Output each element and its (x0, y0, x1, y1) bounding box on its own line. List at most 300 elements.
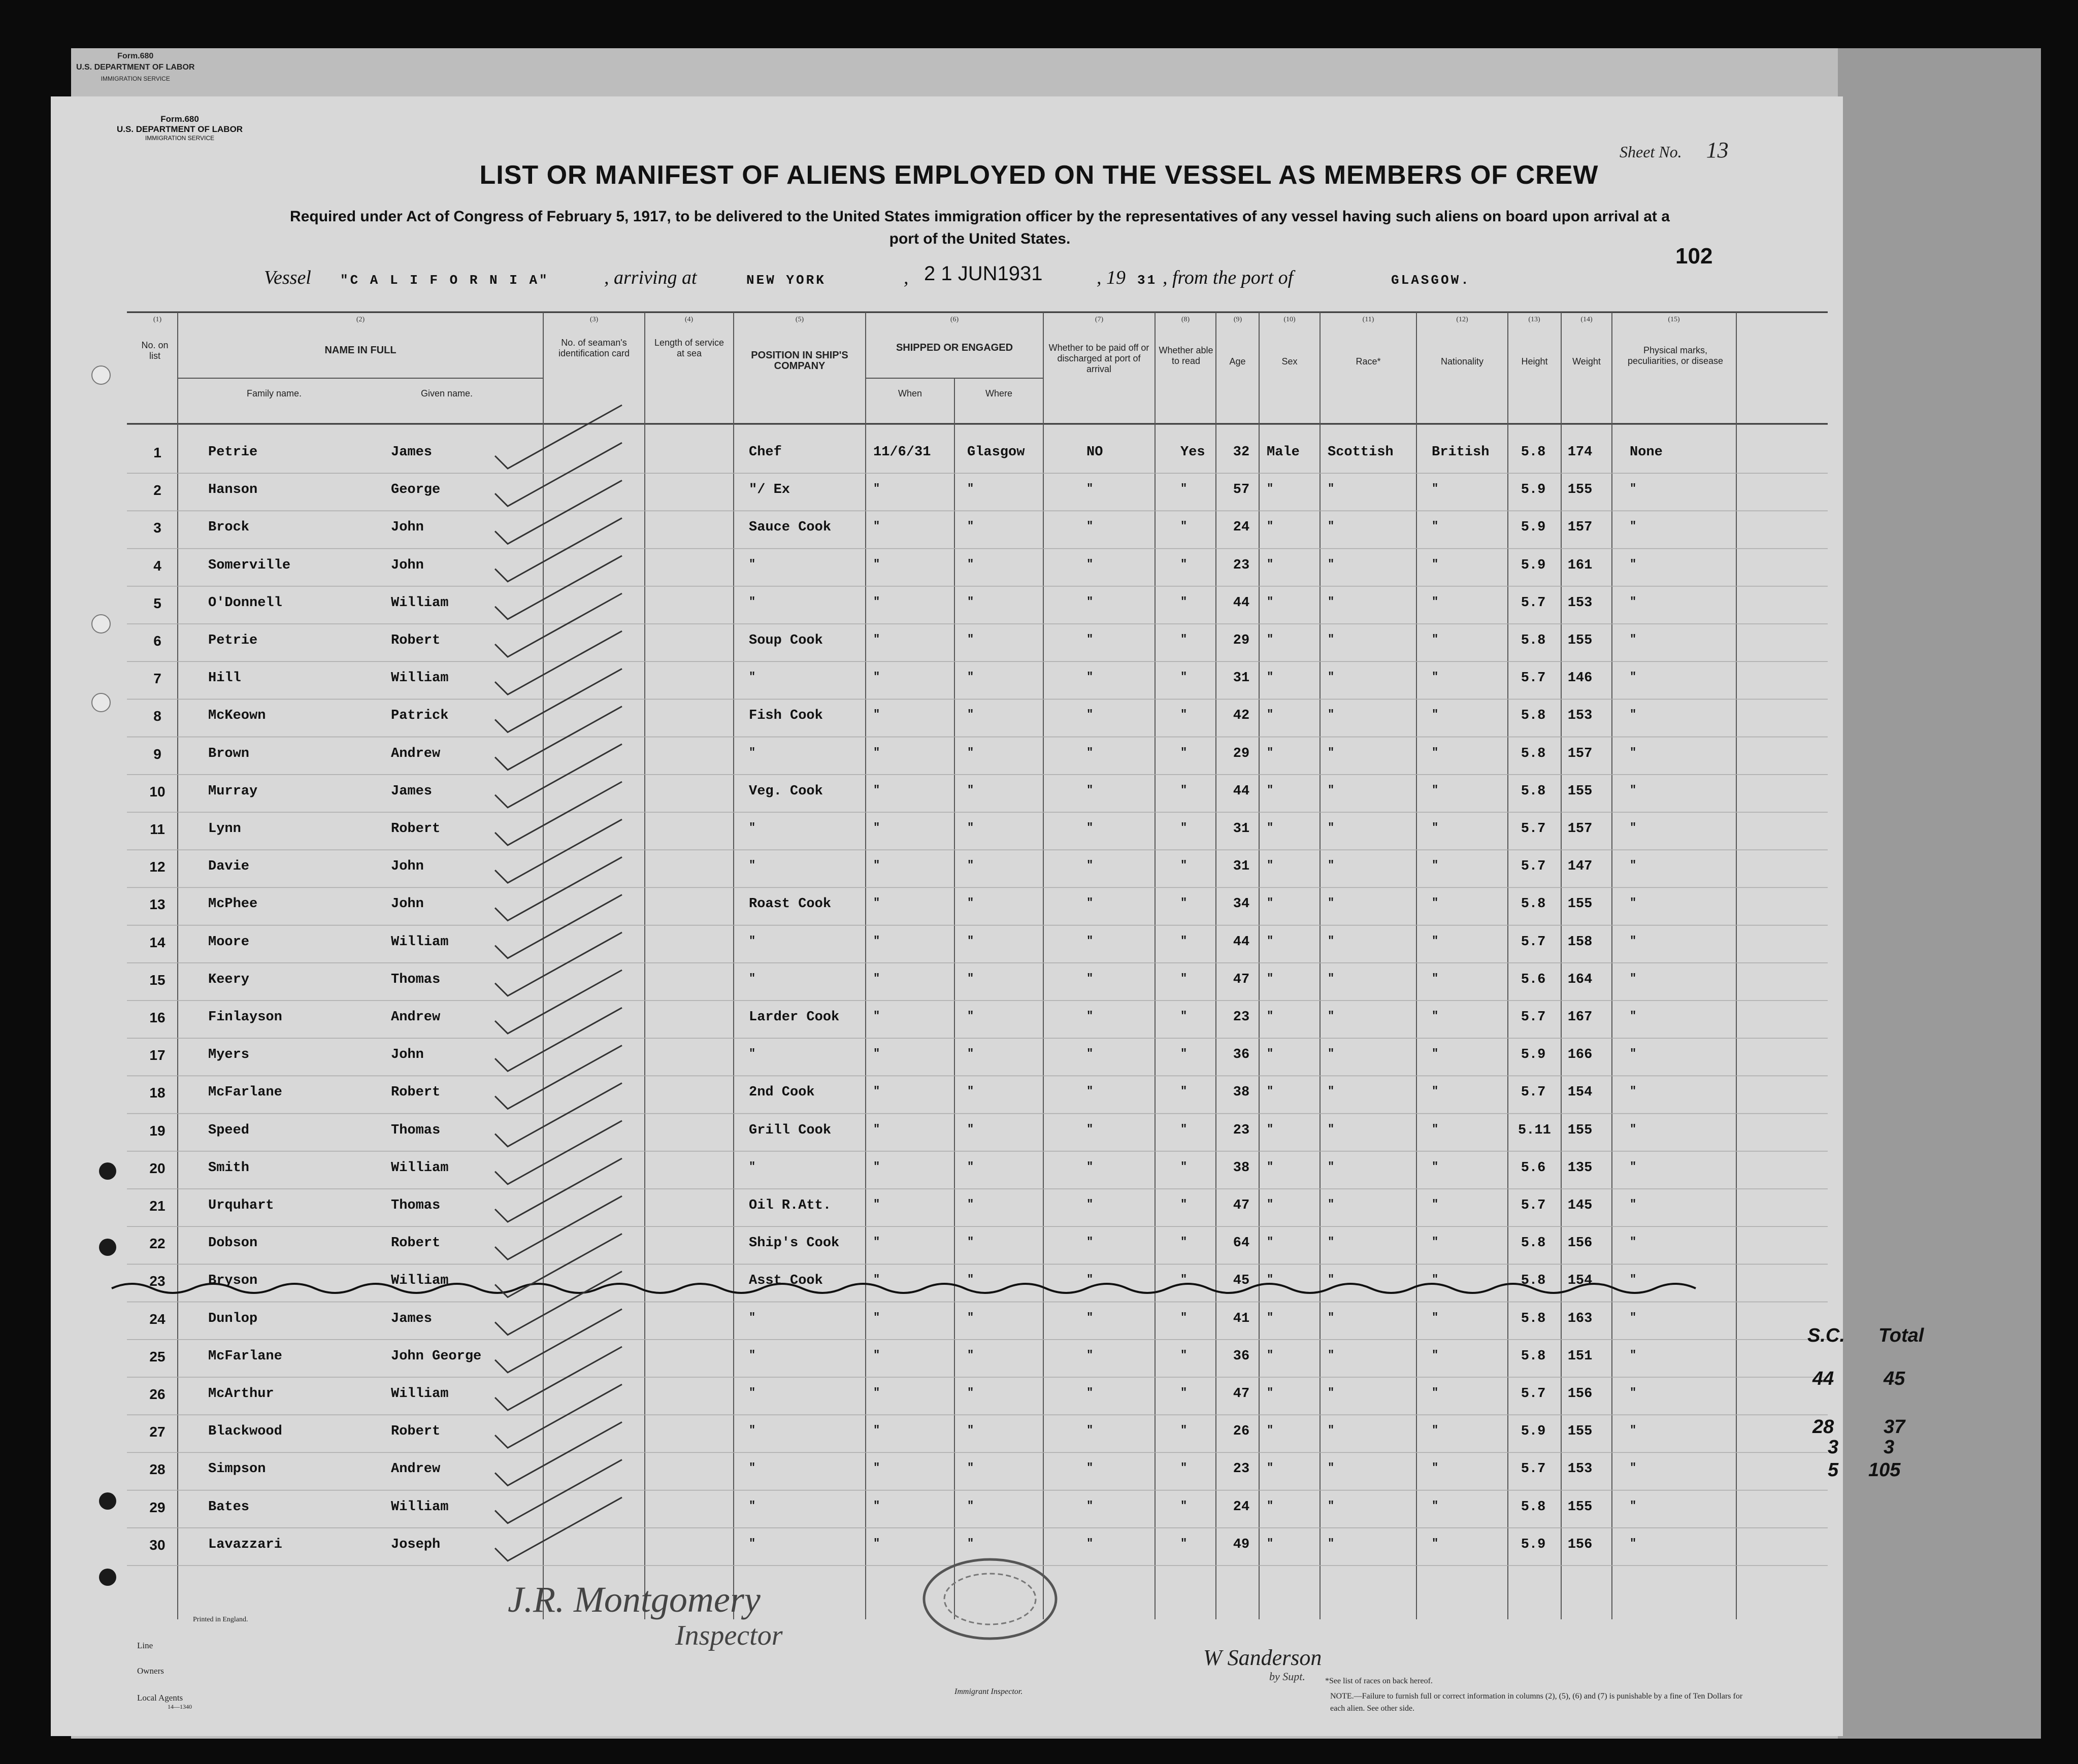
cell-weight: 158 (1567, 934, 1593, 950)
cell-weight: 166 (1567, 1047, 1593, 1063)
cell-physical-marks: " (1630, 1499, 1637, 1512)
table-row (0, 1340, 2078, 1376)
cell-shipped-where: " (967, 1499, 974, 1512)
cell-given-name: William (391, 1499, 449, 1515)
cell-able-to-read: " (1180, 1160, 1188, 1173)
cell-height: 5.8 (1521, 708, 1546, 724)
cell-age: 31 (1233, 671, 1250, 686)
header-where: Where (985, 388, 1012, 398)
cell-weight: 155 (1567, 783, 1593, 799)
cell-shipped-where: " (967, 1348, 974, 1361)
cell-able-to-read: " (1180, 746, 1188, 759)
cell-weight: 164 (1567, 972, 1593, 987)
cell-shipped-where: " (967, 557, 974, 571)
cell-given-name: Thomas (391, 1198, 441, 1213)
date-stamp: 2 1 JUN1931 (924, 262, 1043, 285)
cell-able-to-read: " (1180, 972, 1188, 985)
cell-given-name: Andrew (391, 1010, 441, 1025)
cell-nationality: " (1432, 783, 1439, 796)
col-num-3: (3) (589, 316, 599, 323)
cell-paid-off: " (1086, 708, 1094, 721)
cell-position: Asst Cook (749, 1273, 823, 1289)
cell-able-to-read: " (1180, 520, 1188, 533)
table-row (0, 925, 2078, 962)
cell-nationality: " (1432, 1085, 1439, 1098)
tally-header-total: Total (1878, 1325, 1924, 1346)
back-department: U.S. DEPARTMENT OF LABOR (76, 63, 195, 72)
cell-nationality: British (1432, 445, 1490, 460)
cell-shipped-when: " (873, 520, 880, 533)
cell-position: Fish Cook (749, 708, 823, 724)
cell-paid-off: " (1086, 595, 1094, 608)
cell-physical-marks: " (1630, 671, 1637, 684)
cell-race: " (1328, 708, 1335, 721)
cell-row-number: 10 (149, 783, 166, 800)
cell-given-name: Robert (391, 633, 441, 648)
cell-paid-off: " (1086, 482, 1094, 495)
cell-race: " (1328, 1386, 1335, 1399)
cell-able-to-read: " (1180, 1236, 1188, 1249)
cell-race: " (1328, 1348, 1335, 1361)
cell-height: 5.8 (1521, 1236, 1546, 1251)
cell-age: 41 (1233, 1311, 1250, 1326)
cell-sex: " (1267, 783, 1274, 796)
cell-race: " (1328, 671, 1335, 684)
cell-age: 24 (1233, 520, 1250, 536)
cell-age: 26 (1233, 1424, 1250, 1440)
cell-physical-marks: " (1630, 1085, 1637, 1098)
table-row (0, 1001, 2078, 1037)
cell-row-number: 28 (149, 1461, 166, 1478)
cell-paid-off: " (1086, 557, 1094, 571)
inspector-title: Inspector (675, 1620, 783, 1651)
arriving-label: , arriving at (604, 267, 697, 288)
cell-shipped-where: " (967, 1386, 974, 1399)
cell-weight: 163 (1567, 1311, 1593, 1326)
cell-physical-marks: " (1630, 1311, 1637, 1324)
cell-shipped-where: " (967, 1273, 974, 1286)
cell-nationality: " (1432, 1198, 1439, 1211)
cell-shipped-when: " (873, 1348, 880, 1361)
table-row (0, 737, 2078, 774)
cell-position: Sauce Cook (749, 520, 832, 536)
cell-shipped-where: " (967, 1236, 974, 1249)
cell-paid-off: " (1086, 859, 1094, 872)
cell-age: 44 (1233, 934, 1250, 950)
cell-given-name: William (391, 671, 449, 686)
cell-height: 5.7 (1521, 1386, 1546, 1402)
table-row (0, 586, 2078, 623)
year-suffix: 31 (1137, 273, 1158, 288)
cell-family-name: Brock (208, 520, 250, 536)
cell-row-number: 1 (153, 445, 161, 460)
cell-shipped-where: " (967, 1311, 974, 1324)
tally-r2b: 37 (1884, 1416, 1905, 1438)
back-form-number: Form.680 (117, 52, 154, 60)
cell-position: " (749, 557, 756, 571)
cell-shipped-when: " (873, 1122, 880, 1136)
cell-race: " (1328, 1085, 1335, 1098)
cell-physical-marks: " (1630, 1424, 1637, 1437)
cell-family-name: Urquhart (208, 1198, 274, 1213)
cell-race: " (1328, 1273, 1335, 1286)
cell-row-number: 14 (149, 934, 166, 950)
table-row (0, 1302, 2078, 1339)
cell-nationality: " (1432, 595, 1439, 608)
cell-height: 5.7 (1521, 859, 1546, 875)
table-row (0, 1264, 2078, 1301)
cell-nationality: " (1432, 482, 1439, 495)
cell-able-to-read: " (1180, 783, 1188, 796)
cell-physical-marks: " (1630, 934, 1637, 947)
cell-age: 49 (1233, 1537, 1250, 1552)
cell-age: 29 (1233, 746, 1250, 761)
cell-nationality: " (1432, 1386, 1439, 1399)
cell-shipped-when: " (873, 859, 880, 872)
cell-sex: " (1267, 520, 1274, 533)
cell-height: 5.7 (1521, 821, 1546, 837)
cell-weight: 155 (1567, 1424, 1593, 1440)
cell-family-name: Davie (208, 859, 250, 875)
cell-height: 5.7 (1521, 1085, 1546, 1101)
cell-shipped-where: " (967, 1160, 974, 1173)
cell-able-to-read: " (1180, 1273, 1188, 1286)
cell-family-name: Petrie (208, 633, 258, 648)
cell-height: 5.8 (1521, 1273, 1546, 1289)
cell-race: " (1328, 1537, 1335, 1550)
cell-position: " (749, 1311, 756, 1324)
cell-position: " (749, 859, 756, 872)
cell-nationality: " (1432, 1010, 1439, 1022)
immigrant-inspector-label: Immigrant Inspector. (954, 1687, 1023, 1696)
cell-weight: 154 (1567, 1085, 1593, 1101)
header-height: Height (1521, 356, 1548, 367)
cell-able-to-read: " (1180, 633, 1188, 646)
cell-sex: " (1267, 1273, 1274, 1286)
cell-weight: 167 (1567, 1010, 1593, 1025)
cell-weight: 155 (1567, 1122, 1593, 1138)
cell-position: " (749, 671, 756, 684)
cell-paid-off: " (1086, 1273, 1094, 1286)
cell-row-number: 24 (149, 1311, 166, 1327)
year-prefix: , 19 (1097, 267, 1126, 288)
cell-physical-marks: " (1630, 1160, 1637, 1173)
cell-family-name: McFarlane (208, 1085, 282, 1101)
cell-race: " (1328, 859, 1335, 872)
cell-paid-off: " (1086, 1537, 1094, 1550)
cell-physical-marks: " (1630, 1047, 1637, 1060)
cell-nationality: " (1432, 1461, 1439, 1475)
cell-sex: " (1267, 1047, 1274, 1060)
cell-row-number: 18 (149, 1085, 166, 1101)
cell-shipped-where: " (967, 1047, 974, 1060)
table-row (0, 1415, 2078, 1451)
cell-position: " (749, 934, 756, 947)
header-nationality: Nationality (1440, 356, 1484, 367)
cell-sex: " (1267, 859, 1274, 872)
cell-physical-marks: " (1630, 1386, 1637, 1399)
cell-row-number: 9 (153, 746, 161, 762)
cell-nationality: " (1432, 1160, 1439, 1173)
cell-height: 5.8 (1521, 783, 1546, 799)
cell-physical-marks: " (1630, 1273, 1637, 1286)
cell-paid-off: " (1086, 1386, 1094, 1399)
cell-shipped-where: " (967, 934, 974, 947)
cell-age: 44 (1233, 783, 1250, 799)
header-weight: Weight (1572, 356, 1601, 367)
cell-height: 5.8 (1521, 896, 1546, 912)
cell-shipped-where: " (967, 708, 974, 721)
cell-age: 29 (1233, 633, 1250, 648)
cell-shipped-where: " (967, 1537, 974, 1550)
cell-family-name: Murray (208, 783, 258, 799)
from-label: , from the port of (1163, 267, 1294, 288)
cell-sex: " (1267, 1085, 1274, 1098)
tally-r3b: 3 (1884, 1437, 1895, 1458)
cell-race: " (1328, 1236, 1335, 1249)
cell-height: 5.8 (1521, 1348, 1546, 1364)
cell-paid-off: " (1086, 896, 1094, 910)
col-num-4: (4) (684, 316, 694, 323)
cell-race: " (1328, 520, 1335, 533)
cell-physical-marks: " (1630, 557, 1637, 571)
service: IMMIGRATION SERVICE (145, 135, 215, 142)
cell-sex: " (1267, 633, 1274, 646)
cell-age: 45 (1233, 1273, 1250, 1289)
tally-r1a: 44 (1812, 1368, 1834, 1389)
header-sex: Sex (1281, 356, 1298, 367)
cell-nationality: " (1432, 934, 1439, 947)
cell-nationality: " (1432, 708, 1439, 721)
col-num-6: (6) (950, 316, 959, 323)
cell-shipped-when: " (873, 896, 880, 910)
cell-family-name: Lynn (208, 821, 241, 837)
cell-shipped-when: " (873, 1047, 880, 1060)
cell-physical-marks: " (1630, 783, 1637, 796)
cell-able-to-read: " (1180, 482, 1188, 495)
cell-weight: 147 (1567, 859, 1593, 875)
cell-sex: " (1267, 896, 1274, 910)
page-title: LIST OR MANIFEST OF ALIENS EMPLOYED ON THE VESSEL AS MEMBERS OF CREW (479, 160, 1599, 190)
cell-able-to-read: " (1180, 859, 1188, 872)
cell-nationality: " (1432, 896, 1439, 910)
sanderson-title: by Supt. (1269, 1670, 1305, 1683)
cell-race: " (1328, 1198, 1335, 1211)
cell-position: " (749, 746, 756, 759)
cell-shipped-where: " (967, 859, 974, 872)
header-name-in-full: NAME IN FULL (324, 345, 397, 356)
table-row (0, 511, 2078, 547)
cell-age: 24 (1233, 1499, 1250, 1515)
cell-age: 64 (1233, 1236, 1250, 1251)
header-family-name: Family name. (246, 388, 302, 398)
cell-nationality: " (1432, 1122, 1439, 1136)
cell-row-number: 12 (149, 859, 166, 875)
cell-position: 2nd Cook (749, 1085, 815, 1101)
cell-physical-marks: " (1630, 633, 1637, 646)
cell-age: 38 (1233, 1160, 1250, 1176)
cell-weight: 157 (1567, 520, 1593, 536)
sheet-number-value: 13 (1706, 138, 1729, 162)
cell-shipped-where: " (967, 821, 974, 834)
vessel-name: "C A L I F O R N I A" (340, 273, 549, 288)
cell-sex: " (1267, 1499, 1274, 1512)
cell-given-name: William (391, 1160, 449, 1176)
cell-given-name: James (391, 1311, 433, 1326)
cell-able-to-read: " (1180, 1047, 1188, 1060)
col-num-10: (10) (1283, 316, 1296, 323)
col-num-2: (2) (356, 316, 365, 323)
races-note: *See list of races on back hereof. (1325, 1677, 1433, 1685)
cell-paid-off: " (1086, 1010, 1094, 1022)
cell-height: 5.7 (1521, 671, 1546, 686)
cell-age: 47 (1233, 1386, 1250, 1402)
cell-weight: 155 (1567, 633, 1593, 648)
cell-sex: " (1267, 1198, 1274, 1211)
arriving-port: NEW YORK (746, 273, 826, 288)
cell-age: 23 (1233, 1010, 1250, 1025)
cell-position: " (749, 972, 756, 985)
sanderson-signature: W Sanderson (1203, 1645, 1322, 1670)
cell-family-name: Speed (208, 1122, 250, 1138)
cell-given-name: Andrew (391, 746, 441, 761)
cell-given-name: Thomas (391, 972, 441, 987)
cell-height: 5.8 (1521, 1499, 1546, 1515)
cell-position: Soup Cook (749, 633, 823, 648)
cell-shipped-when: " (873, 1198, 880, 1211)
cell-physical-marks: " (1630, 1461, 1637, 1475)
cell-shipped-when: " (873, 671, 880, 684)
cell-sex: " (1267, 671, 1274, 684)
cell-row-number: 17 (149, 1047, 166, 1063)
cell-race: " (1328, 1461, 1335, 1475)
cell-race: " (1328, 1010, 1335, 1022)
vessel-label: Vessel (264, 267, 311, 288)
cell-nationality: " (1432, 671, 1439, 684)
cell-shipped-where: " (967, 482, 974, 495)
cell-row-number: 4 (153, 557, 161, 574)
cell-weight: 156 (1567, 1537, 1593, 1552)
back-service: IMMIGRATION SERVICE (101, 75, 170, 82)
cell-row-number: 25 (149, 1348, 166, 1364)
cell-able-to-read: " (1180, 1499, 1188, 1512)
cell-height: 5.8 (1521, 445, 1546, 460)
cell-able-to-read: " (1180, 1010, 1188, 1022)
line-label: Line (137, 1641, 153, 1650)
cell-race: " (1328, 557, 1335, 571)
cell-row-number: 13 (149, 896, 166, 913)
header-no-on-list: No. on list (141, 340, 169, 361)
cell-position: " (749, 1424, 756, 1437)
cell-family-name: Simpson (208, 1461, 266, 1477)
cell-able-to-read: " (1180, 708, 1188, 721)
cell-row-number: 7 (153, 671, 161, 687)
cell-row-number: 23 (149, 1273, 166, 1289)
col-num-1: (1) (153, 316, 162, 323)
table-row (0, 1490, 2078, 1527)
cell-able-to-read: " (1180, 671, 1188, 684)
cell-race: " (1328, 482, 1335, 495)
cell-row-number: 21 (149, 1198, 166, 1214)
cell-nationality: " (1432, 1273, 1439, 1286)
cell-family-name: Smith (208, 1160, 250, 1176)
cell-position: " (749, 1461, 756, 1475)
cell-paid-off: " (1086, 1122, 1094, 1136)
cell-weight: 174 (1567, 445, 1593, 460)
tally-r4a: 5 (1828, 1459, 1839, 1481)
cell-shipped-where: " (967, 746, 974, 759)
cell-height: 5.9 (1521, 1424, 1546, 1440)
cell-paid-off: " (1086, 1311, 1094, 1324)
cell-able-to-read: " (1180, 1198, 1188, 1211)
cell-given-name: John George (391, 1348, 482, 1364)
cell-paid-off: " (1086, 746, 1094, 759)
cell-weight: 156 (1567, 1386, 1593, 1402)
cell-shipped-where: " (967, 633, 974, 646)
col-num-15: (15) (1668, 316, 1680, 323)
table-row (0, 436, 2078, 472)
cell-able-to-read: " (1180, 1537, 1188, 1550)
cell-shipped-where: " (967, 1010, 974, 1022)
cell-nationality: " (1432, 557, 1439, 571)
cell-sex: " (1267, 1386, 1274, 1399)
cell-able-to-read: " (1180, 934, 1188, 947)
header-position: POSITION IN SHIP'S COMPANY (751, 350, 848, 372)
cell-weight: 154 (1567, 1273, 1593, 1289)
cell-race: " (1328, 783, 1335, 796)
cell-shipped-when: " (873, 482, 880, 495)
cell-age: 31 (1233, 821, 1250, 837)
cell-physical-marks: " (1630, 896, 1637, 910)
cell-given-name: William (391, 934, 449, 950)
inspector-signature: J.R. Montgomery (508, 1579, 761, 1620)
cell-family-name: Hanson (208, 482, 258, 498)
cell-shipped-where: " (967, 1122, 974, 1136)
cell-physical-marks: " (1630, 1537, 1637, 1550)
cell-nationality: " (1432, 859, 1439, 872)
cell-weight: 157 (1567, 746, 1593, 761)
cell-weight: 155 (1567, 482, 1593, 498)
cell-family-name: Lavazzari (208, 1537, 282, 1552)
cell-physical-marks: " (1630, 972, 1637, 985)
cell-position: Grill Cook (749, 1122, 832, 1138)
cell-family-name: Bryson (208, 1273, 258, 1289)
cell-shipped-when: " (873, 595, 880, 608)
cell-given-name: Andrew (391, 1461, 441, 1477)
cell-position: " (749, 1047, 756, 1060)
cell-given-name: Thomas (391, 1122, 441, 1138)
cell-paid-off: " (1086, 1085, 1094, 1098)
cell-nationality: " (1432, 821, 1439, 834)
cell-position: Ship's Cook (749, 1236, 840, 1251)
cell-weight: 155 (1567, 896, 1593, 912)
cell-row-number: 3 (153, 520, 161, 536)
cell-physical-marks: " (1630, 1122, 1637, 1136)
cell-row-number: 16 (149, 1010, 166, 1025)
table-row (0, 699, 2078, 736)
cell-age: 36 (1233, 1047, 1250, 1063)
col-num-9: (9) (1233, 316, 1242, 323)
cell-weight: 153 (1567, 595, 1593, 611)
cell-shipped-when: " (873, 1461, 880, 1475)
cell-shipped-when: " (873, 972, 880, 985)
cell-able-to-read: " (1180, 1348, 1188, 1361)
cell-shipped-where: " (967, 783, 974, 796)
header-physical: Physical marks, peculiarities, or disease (1627, 345, 1724, 366)
cell-age: 23 (1233, 1122, 1250, 1138)
cell-nationality: " (1432, 1537, 1439, 1550)
table-row (0, 1377, 2078, 1414)
